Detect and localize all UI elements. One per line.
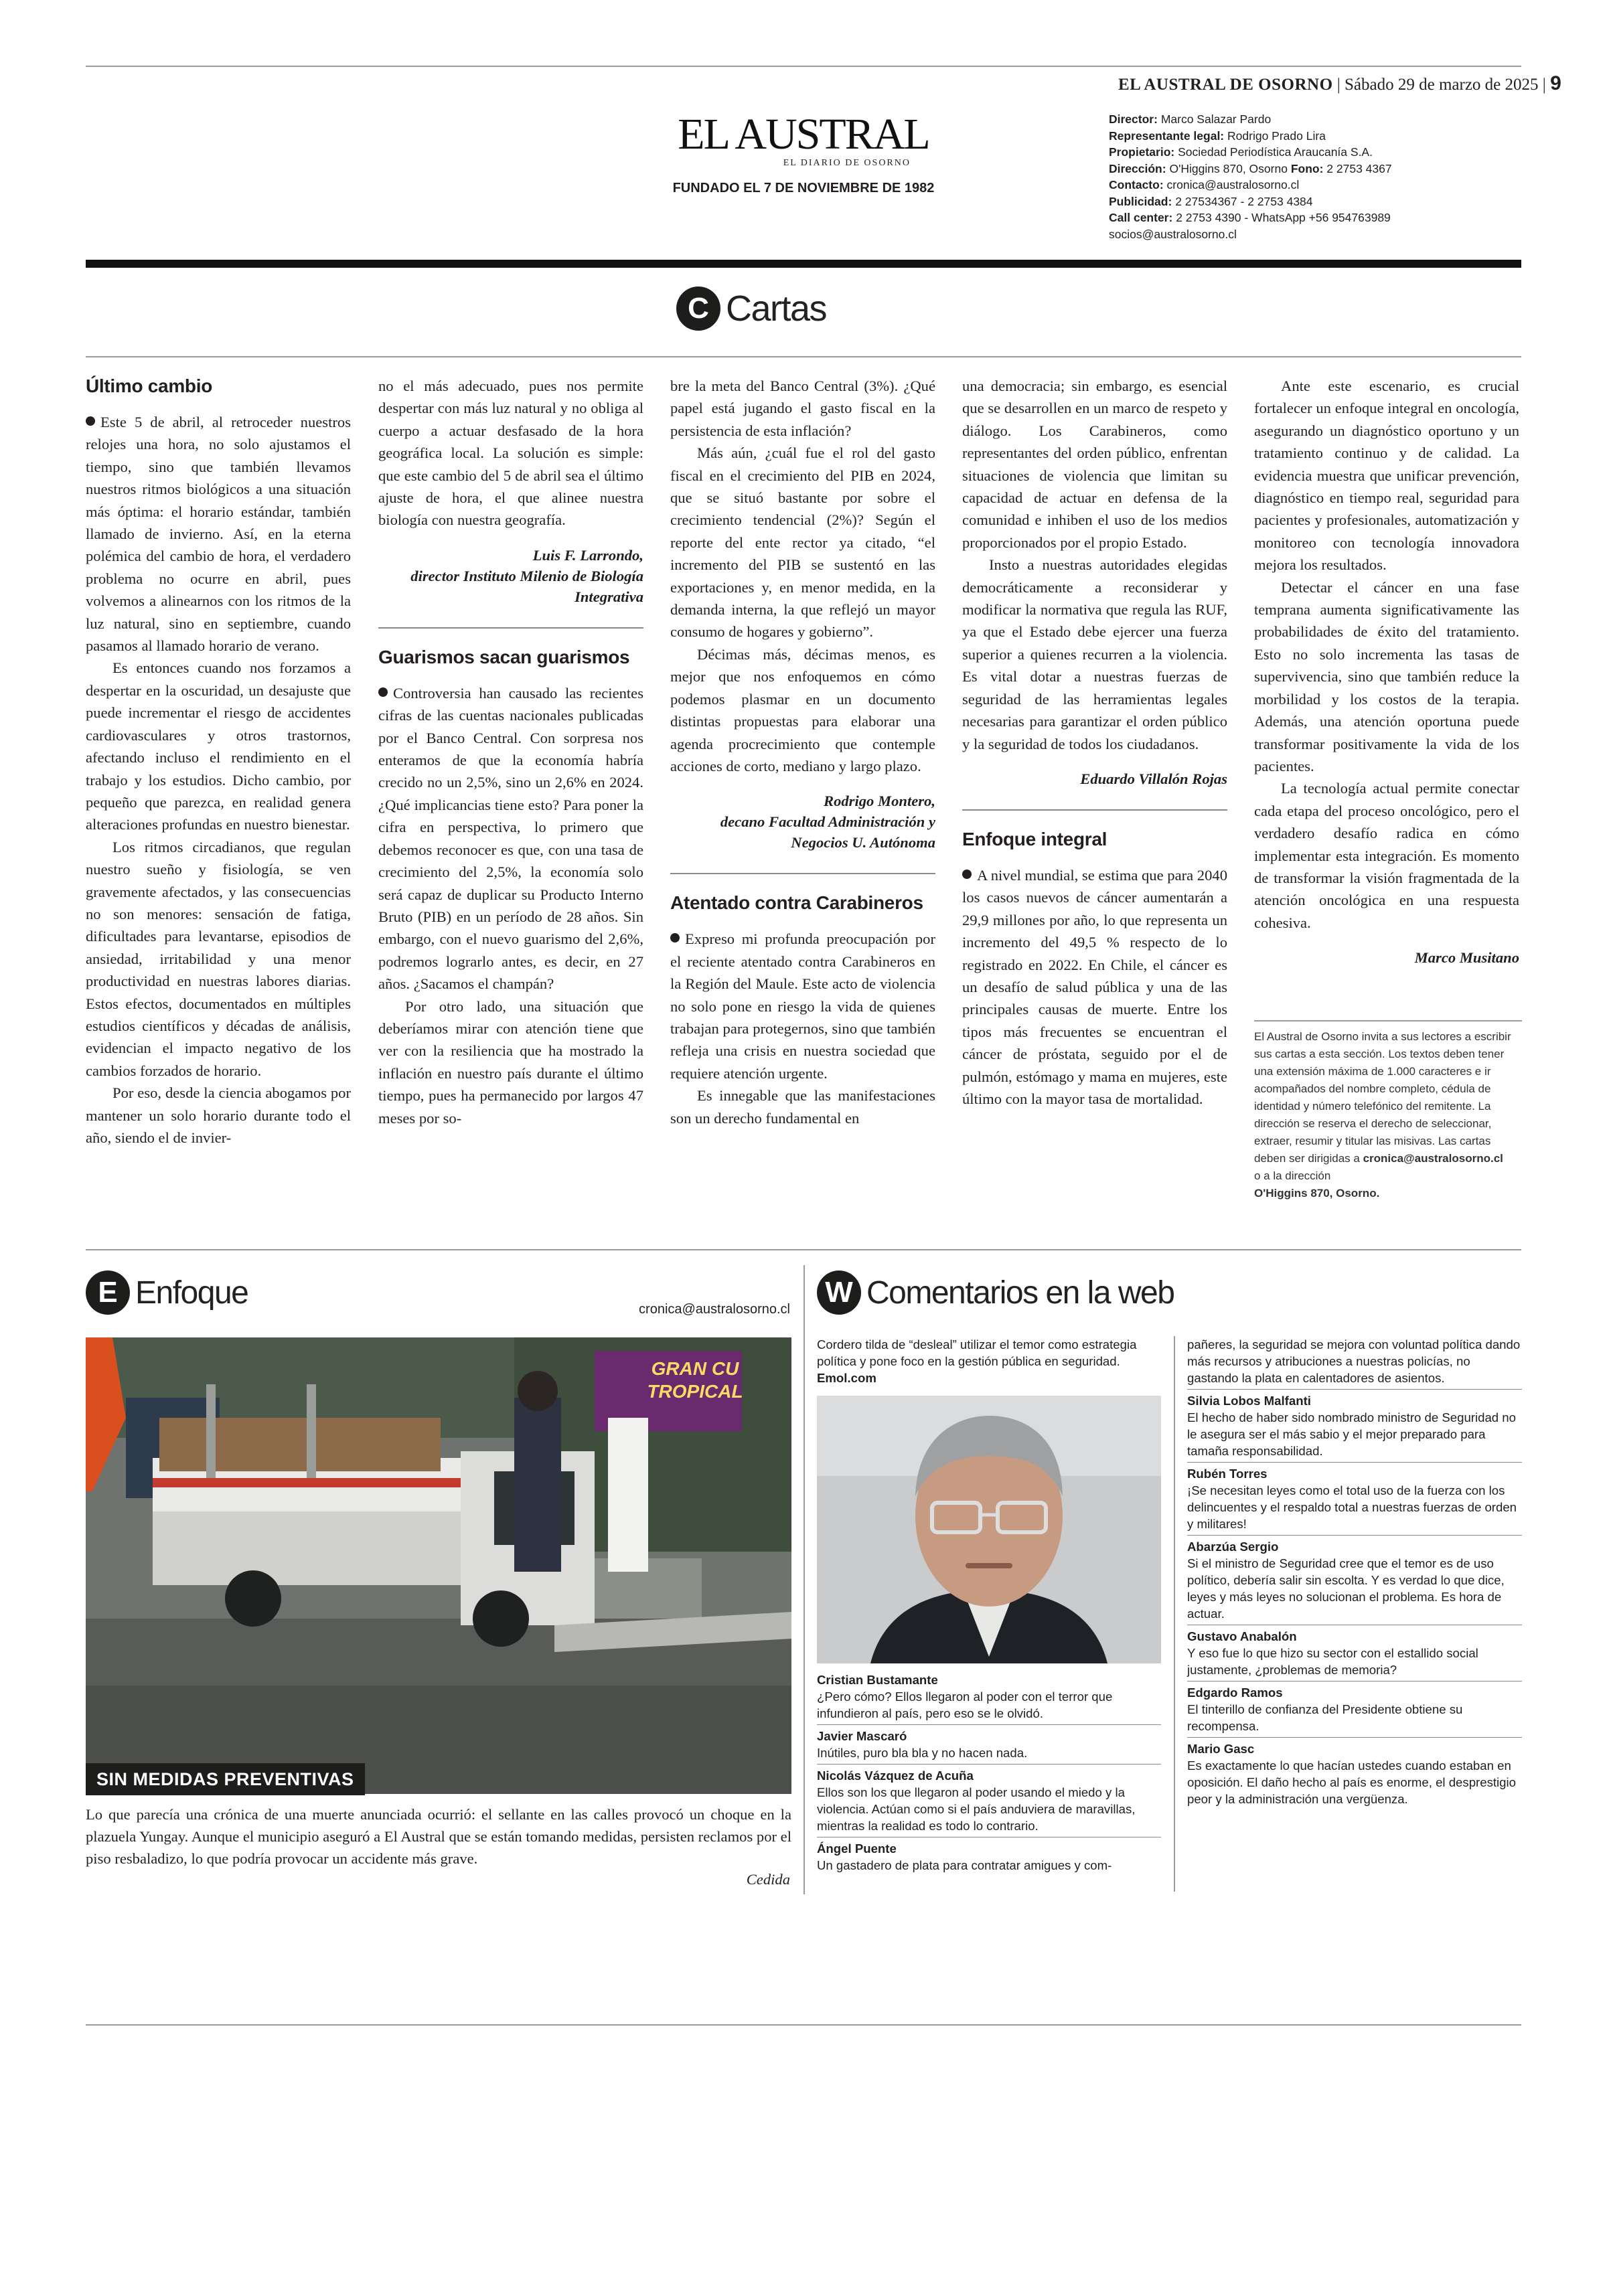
letter-paragraph: Más aún, ¿cuál fue el rol del gasto fiscal en el crecimiento del PIB en 2024, que se situó bastante por sobre el crecimiento tendencial (2%)? Según el reporte del ente rector ya citado, “el incremento del PIB se sustentó en las exportaciones y, en menor medida, en la demanda interna, la que reflejó un mayor consumo de hogares y gobierno”. (670, 444, 935, 641)
staff-box (1109, 111, 1524, 242)
letter-column (378, 375, 643, 1129)
comment-text: Y eso fue lo que hizo su sector con el estallido social justamente, ¿problemas de memoria? (1187, 1646, 1478, 1677)
staff-line: Publicidad: 2 27534367 - 2 2753 4384 (1109, 194, 1313, 208)
comment-text: Ellos son los que llegaron al poder usando el miedo y la violencia. Actúan como si el país anduviera de maravillas, mientras la realidad es todo lo contrario. (817, 1785, 1136, 1833)
comment-text: Un gastadero de plata para contratar amigues y com- (817, 1858, 1112, 1872)
letter-paragraph: Expreso mi profunda preocupación por el reciente atentado contra Carabineros en la Región del Maule. Este acto de violencia no solo pone en riesgo la vida de quienes trabajan para protegernos, sino que también refleja una crisis en nuestra sociedad que requiere atención urgente. (670, 930, 935, 1082)
column-divider (670, 873, 935, 874)
folio-paper-name: EL AUSTRAL DE OSORNO (1118, 76, 1333, 94)
letter-paragraph: A nivel mundial, se estima que para 2040 los casos nuevos de cáncer aumentarán a 29,9 millones por año, lo que representa un incremento del 49,5 % respecto de lo registrado en 2022. En Chile, el cáncer es un desafío de salud pública y una de las principales causas de muerte. Entre los tipos más frecuentes se encuentran el cáncer de próstata, seguido por el de pulmón, estómago y mama en mujeres, este último con la mayor tasa de mortalidad. (962, 866, 1227, 1107)
comment-text: Inútiles, puro bla bla y no hacen nada. (817, 1746, 1028, 1760)
comment-author: Silvia Lobos Malfanti (1187, 1394, 1311, 1408)
comment-item (817, 1767, 1161, 1837)
page-number: 9 (1550, 72, 1561, 94)
founded-line: FUNDADO EL 7 DE NOVIEMBRE DE 1982 (672, 181, 935, 195)
column-divider (1174, 1336, 1175, 1892)
note-email: cronica@australosorno.cl (1363, 1152, 1503, 1165)
letter-paragraph: no el más adecuado, pues nos permite despertar con más luz natural y no obliga al cuerpo a actuar desfasado de la hora geográfica local. La solución es simple: que este cambio del 5 de abril sea el último ajuste de hora, el que alinee nuestra biología con nuestra geografía. (378, 378, 643, 529)
logo-subtitle: EL DIARIO DE OSORNO (783, 158, 911, 168)
letter-paragraph: Los ritmos circadianos, que regulan nuestro sueño y fisiología, se ven gravemente afectados, y las consecuencias no son menores: sensación de fatiga, dificultades para levantarse, episodios de ansiedad, irritabilidad y una menor productividad en nuestras labores diarias. Estos efectos, documentados en múltiples estudios científicos y décadas de análisis, evidencian el impacto negativo de los cambios forzados de horario. (86, 838, 351, 1079)
comment-text: Si el ministro de Seguridad cree que el temor es de uso político, debería salir sin escolta. Y es verdad lo que dice, leyes y más leyes no solucionan el problema. Es hora de actuar. (1187, 1556, 1505, 1621)
photo-caption-label: SIN MEDIDAS PREVENTIVAS (86, 1763, 365, 1795)
newspaper-logo: EL AUSTRAL (678, 110, 929, 159)
letter-paragraph: una democracia; sin embargo, es esencial que se desarrollen en un marco de respeto y diálogo. Los Carabineros, como representantes del orden público, enfrentan situaciones de violencia que limitan su capacidad de actuar en defensa de la comunidad e inhiben el uso de los medios proporcionados por el propio Estado. (962, 378, 1227, 551)
comments-column (817, 1336, 1161, 1879)
bullet-icon (962, 870, 972, 879)
staff-line: Propietario: Sociedad Periodística Araucanía S.A. (1109, 145, 1373, 159)
folio-date: Sábado 29 de marzo de 2025 (1345, 76, 1539, 94)
letters-policy-note: El Austral de Osorno invita a sus lectores a escribir sus cartas a esta sección. Los textos deben tener una extensión máxima de 1.000 caracteres e ir acompañados del nombre completo, cédula de identidad y número telefónico del remitente. La dirección se reserva el derecho de seleccionar, extraer, resumir y titular las misivas. Las cartas deben ser dirigidas a cronica@australosorno.cl o a la dirección O'Higgins 870, Osorno. (1254, 1030, 1511, 1200)
section-badge: E (86, 1270, 130, 1315)
photo-sign-text: GRAN CU TROPICAL (647, 1358, 743, 1402)
letter-title: Guarismos sacan guarismos (378, 646, 630, 667)
enfoque-caption-text: Lo que parecía una crónica de una muerte anunciada ocurrió: el sellante en las calles provocó un choque en la plazuela Yungay. Aunque el municipio aseguró a El Austral que se están tomando medidas, persisten reclamos por el piso resbaladizo, lo que podría provocar un accidente más grave. (86, 1806, 791, 1867)
comment-item (1187, 1538, 1522, 1625)
comment-item (1187, 1336, 1522, 1390)
comment-author: Cristian Bustamante (817, 1673, 938, 1687)
letter-signature: Marco Musitano (1414, 949, 1519, 967)
comment-text: El hecho de haber sido nombrado ministro de Seguridad no le asegura ser el más sabio y el mejor preparado para tamaña responsabilidad. (1187, 1410, 1516, 1458)
note-rule (1254, 1020, 1522, 1021)
crashed-truck-photo (86, 1337, 791, 1794)
letter-title: Atentado contra Carabineros (670, 892, 923, 914)
bullet-icon (378, 687, 388, 697)
comment-item (1187, 1684, 1522, 1738)
comment-item (1187, 1392, 1522, 1463)
enfoque-email: cronica@australosorno.cl (639, 1302, 790, 1317)
letter-column (670, 375, 935, 1129)
comment-text: ¡Se necesitan leyes como el total uso de la fuerza con los delincuentes y el respaldo total a nuestras fuerzas de orden y militares! (1187, 1483, 1517, 1531)
comment-text: Es exactamente lo que hacían ustedes cuando estaban en oposición. El daño hecho al país es enorme, el desprestigio peor y la administración una vergüenza. (1187, 1758, 1516, 1806)
staff-line: Contacto: cronica@australosorno.cl (1109, 178, 1300, 191)
bullet-icon (670, 933, 680, 942)
section-badge: C (676, 286, 720, 331)
comment-item (1187, 1740, 1522, 1810)
comment-author: Gustavo Anabalón (1187, 1629, 1297, 1643)
letter-signature: Rodrigo Montero, decano Facultad Administración y Negocios U. Autónoma (720, 793, 935, 851)
comment-text: pañeres, la seguridad se mejora con voluntad política dando más recursos y atribuciones a nuestras policías, no gastando la plata en calentadores de asientos. (1187, 1337, 1521, 1385)
column-divider (804, 1265, 805, 1894)
letter-column (962, 375, 1227, 1110)
section-badge: W (817, 1270, 861, 1315)
comments-intro: Cordero tilda de “desleal” utilizar el temor como estrategia política y pone foco en la gestión pública en seguridad. Emol.com (817, 1337, 1137, 1385)
letter-paragraph: La tecnología actual permite conectar cada etapa del proceso oncológico, pero el verdadero desafío radica en cómo implementar esta integración. Es momento de transformar la visión fragmentada de la atención oncológica en una respuesta cohesiva. (1254, 780, 1519, 931)
bullet-icon (86, 416, 95, 426)
section-rule (86, 356, 1521, 357)
comment-author: Rubén Torres (1187, 1467, 1268, 1481)
letter-paragraph: Es innegable que las manifestaciones son un derecho fundamental en (670, 1087, 935, 1127)
folio-separator: | (1336, 76, 1345, 94)
letter-paragraph: Por otro lado, una situación que deberíamos mirar con atención tiene que ver con la resiliencia que ha mostrado la inflación en nuestro país durante el último tiempo, pues ha permanecido por largos 47 meses por so- (378, 997, 643, 1127)
photo-credit: Cedida (746, 1871, 790, 1888)
section-title: Enfoque (135, 1275, 248, 1311)
letter-title: Último cambio (86, 376, 213, 396)
masthead-thick-rule (86, 260, 1521, 268)
comment-text: ¿Pero cómo? Ellos llegaron al poder con el terror que infundieron al país, pero eso se le olvidó. (817, 1690, 1113, 1720)
letter-paragraph: Décimas más, décimas menos, es mejor que nos enfoquemos en cómo podemos plasmar en un documento distintas propuestas para elaborar una agenda procrecimiento que contemple acciones de corto, mediano y largo plazo. (670, 645, 935, 774)
letter-paragraph: Por eso, desde la ciencia abogamos por mantener un solo horario durante todo el año, siendo el de invier- (86, 1084, 351, 1146)
section-rule (86, 1249, 1521, 1250)
staff-line: Call center: 2 2753 4390 - WhatsApp +56 954763989 (1109, 211, 1391, 224)
comment-item (817, 1728, 1161, 1765)
comment-author: Edgardo Ramos (1187, 1686, 1283, 1700)
section-header-comentarios (817, 1270, 1174, 1315)
column-divider (378, 627, 643, 629)
letter-column (86, 375, 351, 1149)
letter-signature: Luis F. Larrondo, director Instituto Milenio de Biología Integrativa (410, 546, 643, 605)
column-divider (962, 809, 1227, 811)
letter-paragraph: Ante este escenario, es crucial fortalecer un enfoque integral en oncología, asegurando un diagnóstico oportuno y un tratamiento continuo y de calidad. La evidencia muestra que unificar prevención, diagnóstico en tiempo real, seguridad para pacientes y profesionales, automatización y monitoreo con tecnología innovadora mejora los resultados. (1254, 378, 1519, 574)
comment-item (1187, 1465, 1522, 1536)
staff-line: Dirección: O'Higgins 870, Osorno Fono: 2 2753 4367 (1109, 161, 1392, 175)
letter-paragraph: Controversia han causado las recientes cifras de las cuentas nacionales publicadas por el Banco Central. Con sorpresa nos enteramos de que la economía habría crecido no un 2,5%, sino un 2,6% en 2024. ¿Qué implicancias tiene esto? Para poner la cifra en perspectiva, lo primero que debemos reconocer es que, con una tasa de crecimiento del 2,5%, la economía solo será capaz de duplicar su Producto Interno Bruto (PIB) en un período de 28 años. Sin embargo, con el nuevo guarismo del 2,6%, podremos lograrlo antes, es decir, en 27 años. ¿Sacamos el champán? (378, 684, 643, 993)
letter-paragraph: bre la meta del Banco Central (3%). ¿Qué papel está jugando el gasto fiscal en la persistencia de esta inflación? (670, 378, 935, 439)
portrait-photo (817, 1396, 1161, 1663)
bottom-rule (86, 2024, 1521, 2026)
letter-paragraph: Detectar el cáncer en una fase temprana aumenta significativamente las probabilidades de éxito del tratamiento. Esto no solo incrementa las tasas de supervivencia, sino que también reduce la morbilidad y los costos de la terapia. Además, una atención oportuna puede transformar positivamente la vida de los pacientes. (1254, 578, 1519, 774)
staff-line: Representante legal: Rodrigo Prado Lira (1109, 129, 1326, 143)
comment-author: Mario Gasc (1187, 1742, 1255, 1756)
folio (1118, 72, 1561, 95)
comment-author: Javier Mascaró (817, 1729, 907, 1743)
comment-item (1187, 1628, 1522, 1682)
letter-paragraph: Este 5 de abril, al retroceder nuestros relojes una hora, no solo ajustamos el tiempo, sino que también llevamos nuestros ritmos biológicos a una situación más óptima: el horario estándar, también llamado de invierno. Así, en la eterna polémica del cambio de hora, el verdadero problema no ocurre en abril, pues volvemos a alinearnos con los ritmos de la luz natural, sino en septiembre, cuando pasamos al llamado horario de verano. (86, 414, 351, 655)
staff-line: Director: Marco Salazar Pardo (1109, 112, 1272, 126)
staff-line: socios@australosorno.cl (1109, 227, 1237, 241)
top-rule (86, 66, 1521, 67)
intro-source: Emol.com (817, 1371, 876, 1385)
letter-paragraph: Es entonces cuando nos forzamos a despertar en la oscuridad, un desajuste que puede incrementar el riesgo de accidentes cardiovasculares y otros trastornos, afectando incluso el rendimiento en el trabajo y los estudios. Dicho cambio, por pequeño que parezca, en realidad genera alteraciones profundas en nuestro bienestar. (86, 659, 351, 833)
section-title: Cartas (726, 289, 827, 329)
folio-separator: | (1542, 76, 1551, 94)
comment-author: Ángel Puente (817, 1841, 897, 1856)
letter-signature: Eduardo Villalón Rojas (1080, 770, 1227, 787)
comment-text: El tinterillo de confianza del Presidente obtiene su recompensa. (1187, 1702, 1463, 1733)
enfoque-photo (86, 1337, 791, 1794)
minister-portrait (817, 1396, 1161, 1663)
comment-item (817, 1671, 1161, 1725)
comments-column (1187, 1336, 1522, 1813)
comment-item (817, 1840, 1161, 1876)
masthead (670, 112, 937, 196)
section-header-enfoque (86, 1270, 248, 1315)
note-address: O'Higgins 870, Osorno. (1254, 1187, 1380, 1200)
letter-paragraph: Insto a nuestras autoridades elegidas democráticamente a reconsiderar y modificar la normativa que regula las RUF, ya que el Estado debe ejercer una fuerza superior a quienes recurren a la violencia. Es vital dotar a nuestras fuerzas de seguridad de las herramientas legales necesarias para garantizar el orden público y la seguridad de todos los ciudadanos. (962, 556, 1227, 752)
letter-title: Enfoque integral (962, 828, 1107, 849)
comment-author: Nicolás Vázquez de Acuña (817, 1769, 974, 1783)
section-title: Comentarios en la web (866, 1275, 1174, 1311)
comment-author: Abarzúa Sergio (1187, 1540, 1279, 1554)
section-header-cartas (676, 286, 826, 331)
letter-column (1254, 375, 1519, 968)
